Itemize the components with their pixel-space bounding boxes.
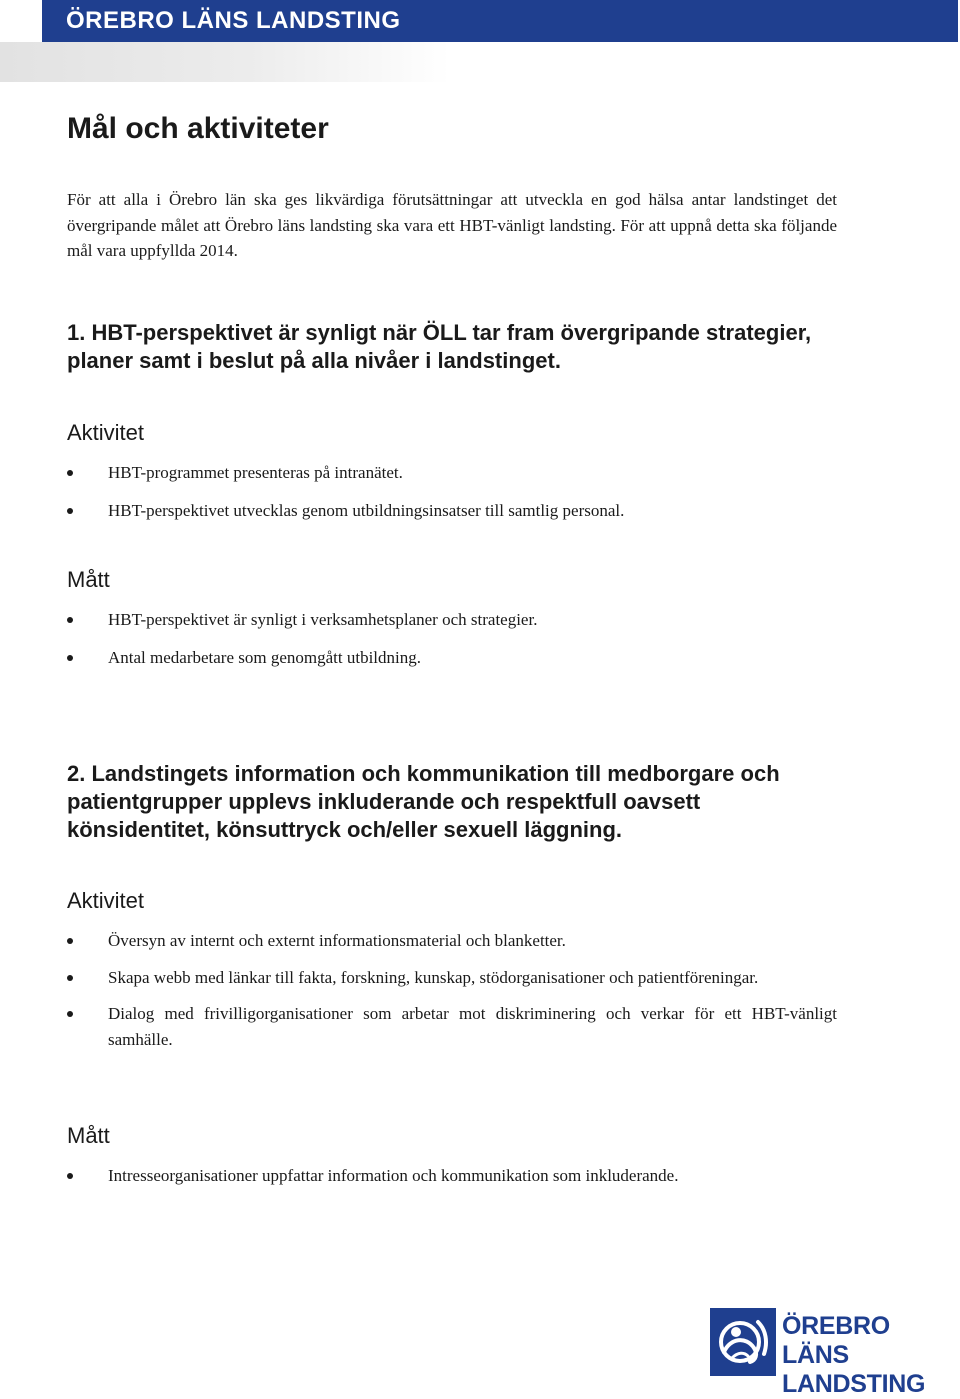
intro-paragraph: För att alla i Örebro län ska ges likvärdiga förutsättningar att utveckla en god hälsa antar landstinget det övergripande målet att Örebro läns landsting ska vara ett HBT-vänligt landsting. För att uppnå detta ska följande mål vara uppfyllda 2014. [67,190,837,260]
goal-2-activity-label: Aktivitet [67,888,145,913]
list-item: Dialog med frivilligorganisationer som arbetar mot diskriminering och verkar för ett HBT-vänligt samhälle. [67,1001,837,1052]
goal-2-measure-label: Mått [67,1123,110,1148]
list-item: Skapa webb med länkar till fakta, forskning, kunskap, stödorganisationer och patientföreningar. [67,965,837,991]
bullet-icon [67,1011,73,1017]
goal-1-activity-list [67,460,837,523]
page-title: Mål och aktiviteter [67,112,329,145]
bullet-icon [67,508,73,514]
goal-2-heading: 2. Landstingets information och kommunikation till medborgare och patientgrupper upplevs inkluderande och respektfull oavsett könsidentitet, könsuttryck och/eller sexuell läggning. [67,761,780,842]
header-fade-strip [0,42,450,82]
logo-wordmark: ÖREBRO LÄNS LANDSTING [782,1312,926,1398]
bullet-icon [67,617,73,623]
header-title: ÖREBRO LÄNS LANDSTING [66,7,401,34]
goal-1-heading: 1. HBT-perspektivet är synligt när ÖLL tar fram övergripande strategier, planer samt i beslut på alla nivåer i landstinget. [67,320,812,373]
goal-2-measure-list [67,1163,837,1189]
list-item: Antal medarbetare som genomgått utbildning. [67,645,837,671]
list-item: HBT-programmet presenteras på intranätet. [67,460,837,486]
bullet-icon [67,975,73,981]
landsting-emblem-icon [710,1308,776,1376]
bullet-icon [67,1173,73,1179]
list-item: Intresseorganisationer uppfattar information och kommunikation som inkluderande. [67,1163,837,1189]
list-item: HBT-perspektivet är synligt i verksamhetsplaner och strategier. [67,607,837,633]
goal-1-measure-label: Mått [67,567,110,592]
list-item: Översyn av internt och externt informationsmaterial och blanketter. [67,928,837,954]
bullet-icon [67,655,73,661]
header-bar [42,0,958,42]
goal-2-activity-list [67,928,837,1052]
bullet-icon [67,470,73,476]
bullet-icon [67,938,73,944]
goal-1-measure-list [67,607,837,670]
footer-logo [710,1308,960,1398]
list-item: HBT-perspektivet utvecklas genom utbildningsinsatser till samtlig personal. [67,498,837,524]
goal-1-activity-label: Aktivitet [67,420,145,445]
